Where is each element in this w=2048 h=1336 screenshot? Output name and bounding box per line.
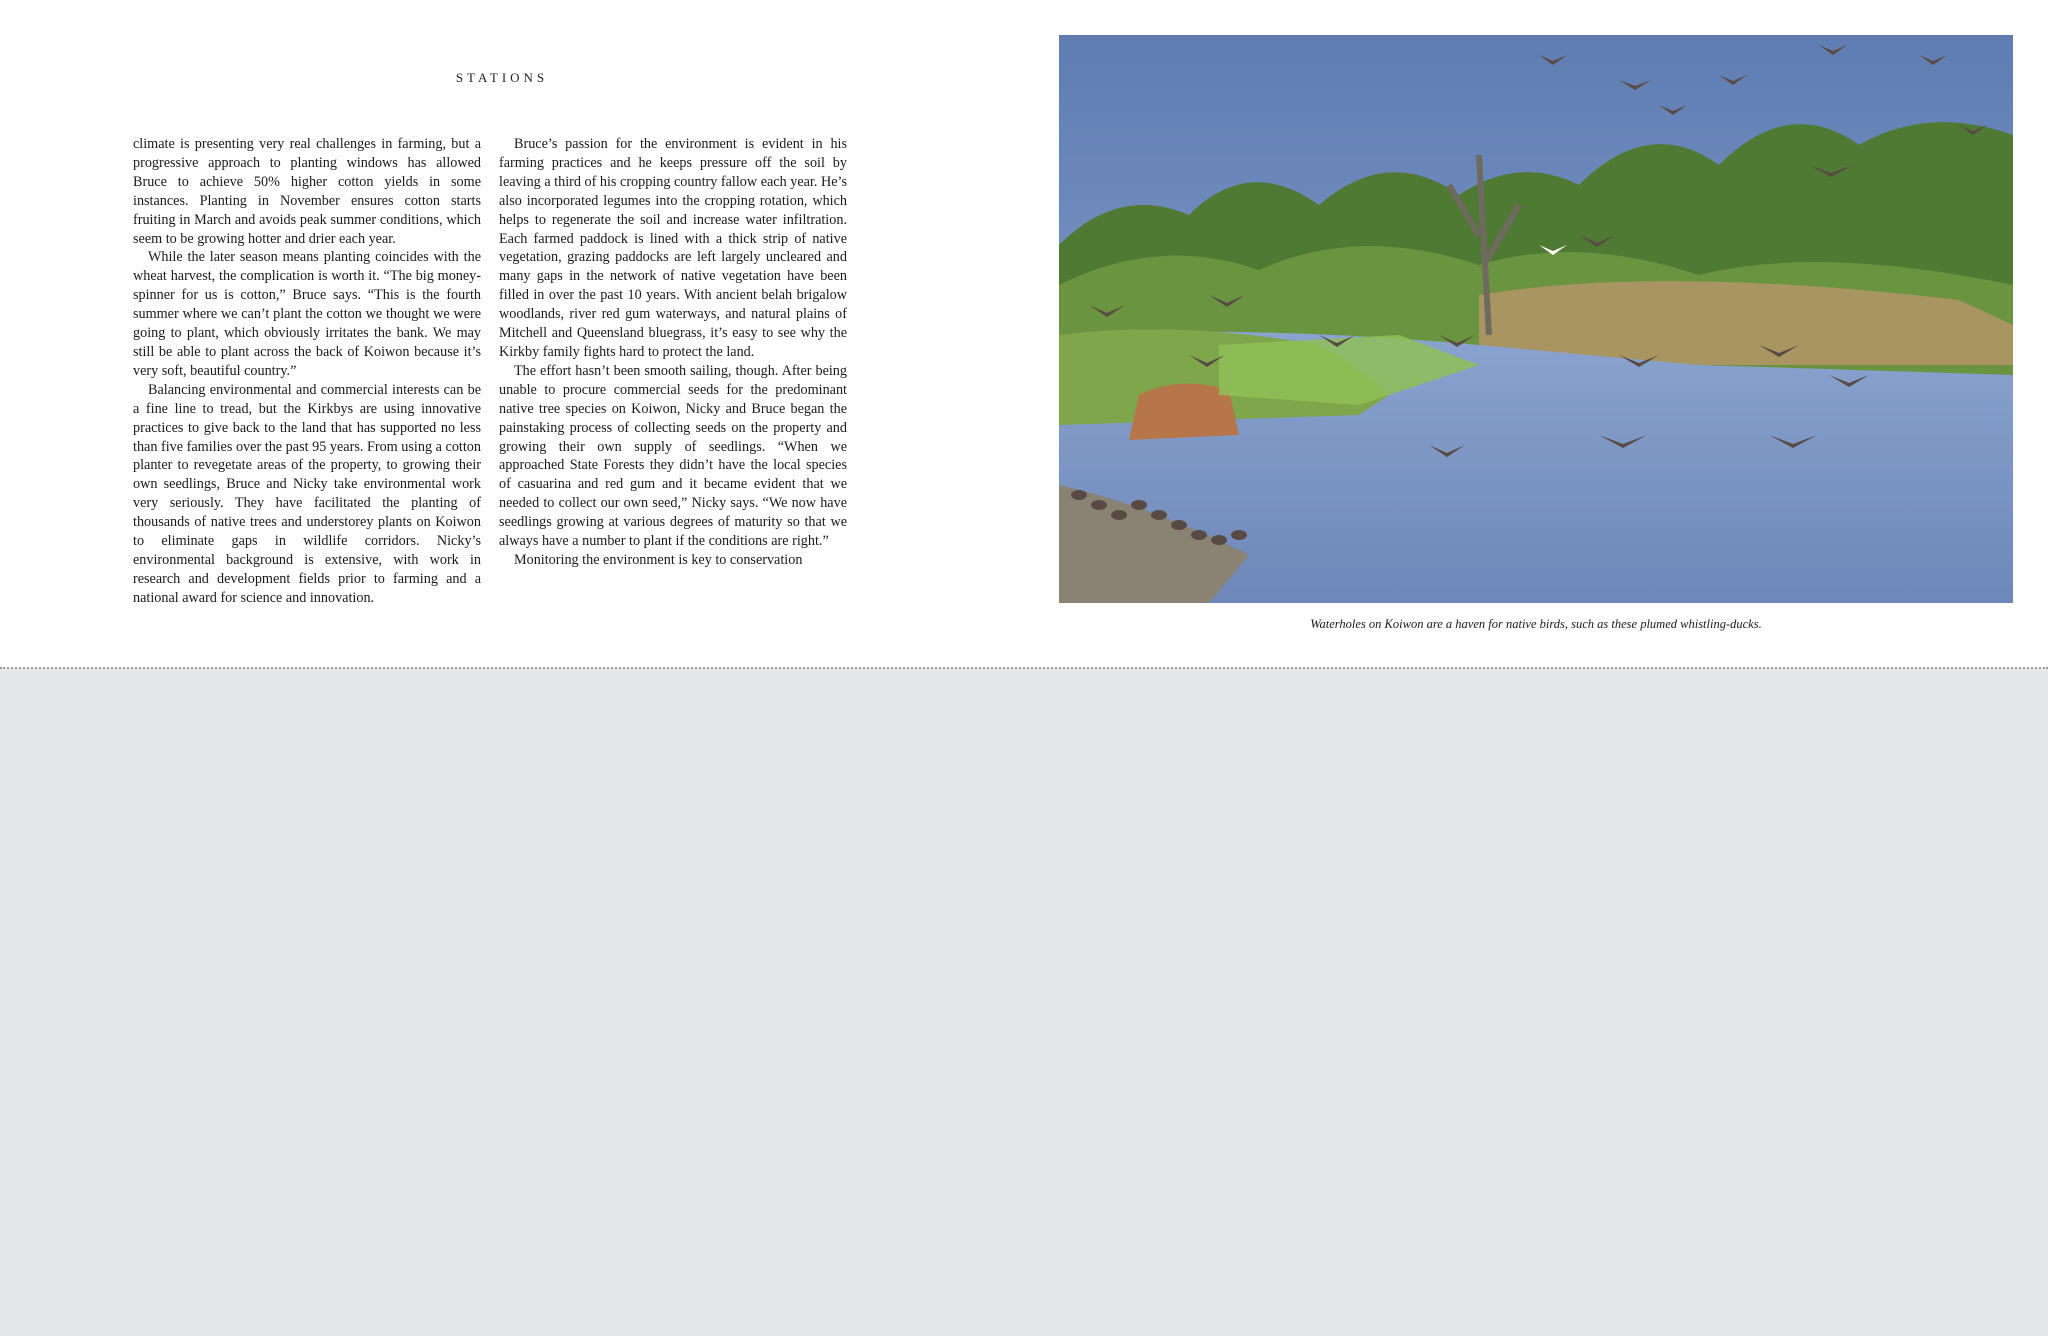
paragraph: While the later season means planting coincides with the wheat harvest, the complication is worth it. “The big money-spinner for us is cotton,” Bruce says. “This is the fourth summer where we can’t plant the cotton we thought we were going to plant, which obviously irritates the bank. We may still be able to plant across the back of Koiwon because it’s very soft, beautiful country.” xyxy=(133,249,481,379)
paragraph: Monitoring the environment is key to conservation xyxy=(514,551,803,568)
article-column-left xyxy=(133,135,481,608)
paragraph: climate is presenting very real challenges in farming, but a progressive approach to planting windows has allowed Bruce to achieve 50% higher cotton yields in some instances. Planting in November ensures cotton starts fruiting in March and avoids peak summer conditions, which seem to be growing hotter and drier each year. xyxy=(133,136,481,247)
paragraph: Balancing environmental and commercial interests can be a fine line to tread, but the Kirkbys are using innovative practices to give back to the land that has supported no less than five families over the past 95 years. From using a cotton planter to revegetate areas of the property, to growing their own seedlings, Bruce and Nicky take environmental work very seriously. They have facilitated the planting of thousands of native trees and understorey plants on Koiwon to eliminate gaps in wildlife corridors. Nicky’s environmental background is extensive, with work in research and development fields prior to farming and a national award for science and innovation. xyxy=(133,381,481,606)
paragraph: The effort hasn’t been smooth sailing, though. After being unable to procure commercial seeds for the predominant native tree species on Koiwon, Nicky and Bruce began the painstaking process of collecting seeds on the property and growing their own supply of seedlings. “When we approached State Forests they didn’t have the local species of casuarina and red gum and it became evident that we needed to collect our own seed,” Nicky says. “We now have seedlings growing at various degrees of maturity so that we always have a number to plant if the conditions are right.” xyxy=(499,362,847,550)
waterhole-photo xyxy=(1059,35,2013,603)
photo-caption: Waterholes on Koiwon are a haven for native birds, such as these plumed whistling-ducks. xyxy=(1310,617,1762,631)
article-column-right xyxy=(499,135,847,570)
photo-illustration xyxy=(1059,35,2013,603)
page-divider xyxy=(0,667,2048,669)
paragraph: Bruce’s passion for the environment is evident in his farming practices and he keeps pressure off the soil by leaving a third of his cropping country fallow each year. He’s also incorporated legumes into the cropping rotation, which helps to regenerate the soil and increase water infiltration. Each farmed paddock is lined with a thick strip of native vegetation, grazing paddocks are left largely uncleared and many gaps in the network of native vegetation have been filled in over the past 10 years. With ancient belah brigalow woodlands, river red gum waterways, and natural plains of Mitchell and Queensland bluegrass, it’s easy to see why the Kirkby family fights hard to protect the land. xyxy=(499,136,847,360)
section-title: STATIONS xyxy=(455,70,549,85)
